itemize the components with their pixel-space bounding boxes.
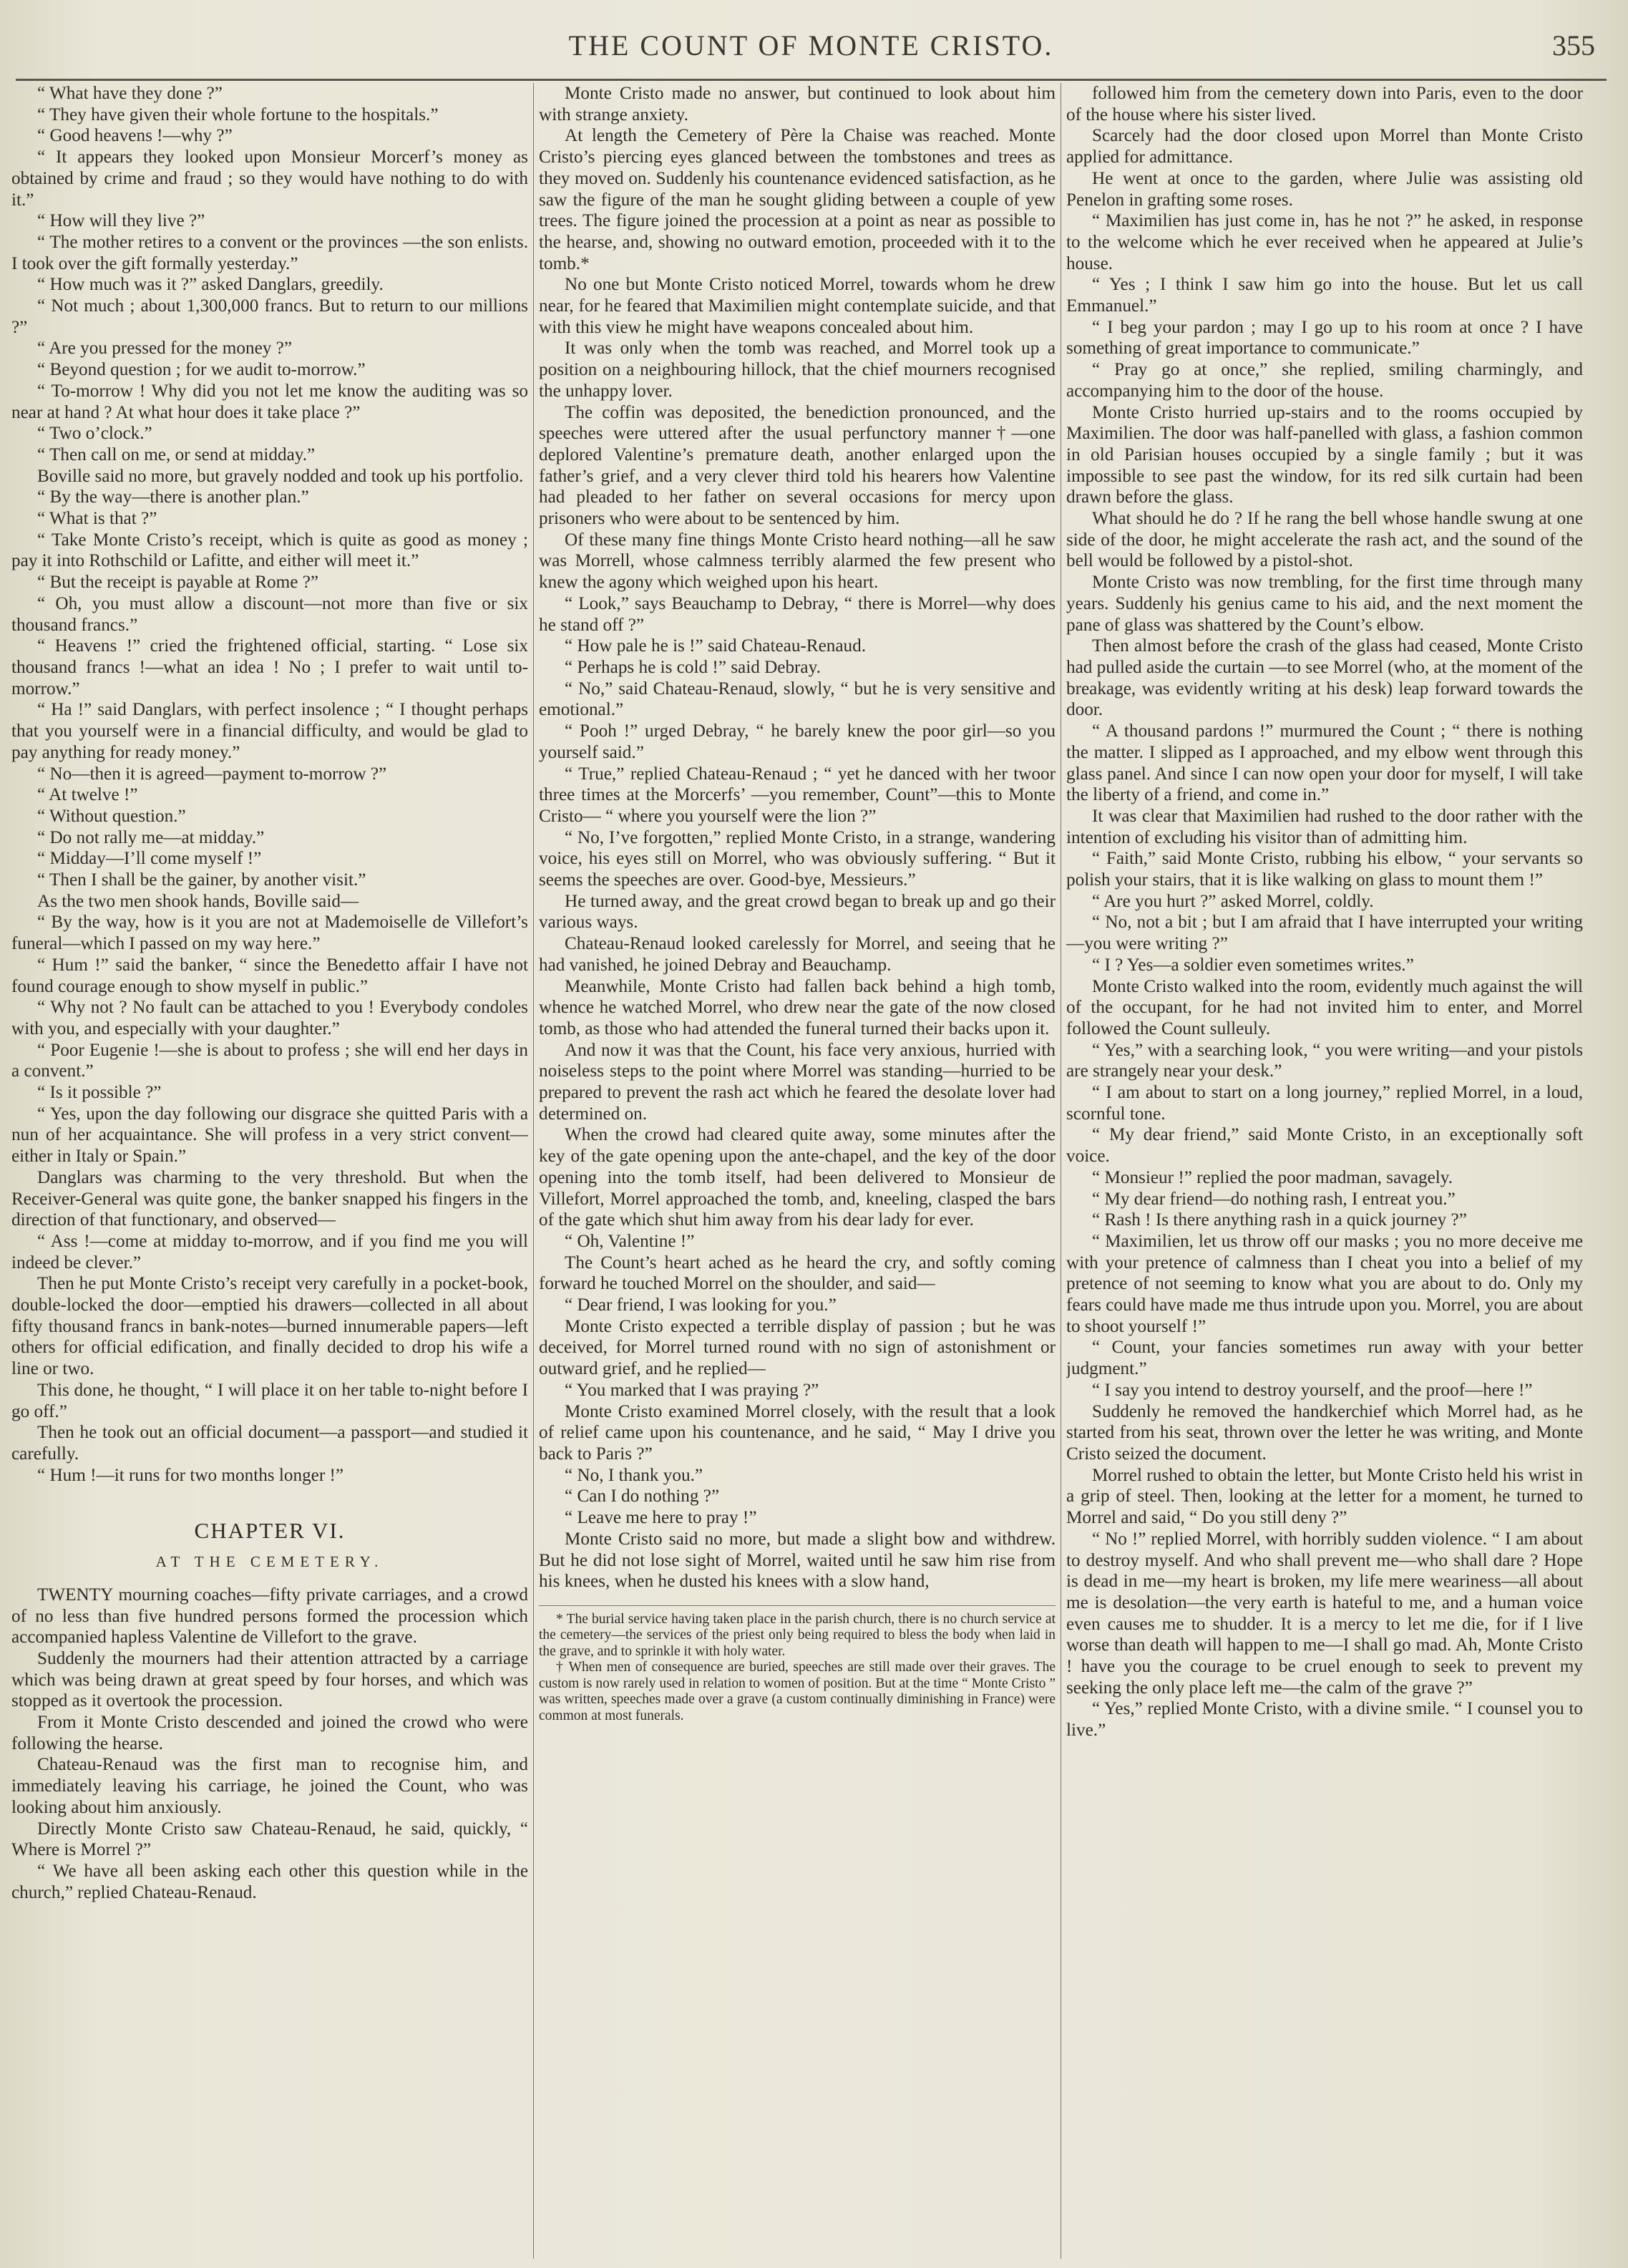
chapter-text: [11, 1585, 528, 1904]
paragraph: “ Rash ! Is there anything rash in a quick journey ?”: [1092, 1210, 1467, 1230]
paragraph: “ Do not rally me—at midday.”: [37, 827, 265, 847]
paragraph: “ Are you pressed for the money ?”: [37, 339, 292, 359]
paragraph: “ I beg your pardon ; may I go up to his room at once ? I have something of great importance to communicate.”: [1066, 317, 1583, 359]
paragraph: “ By the way, how is it you are not at Mademoiselle de Villefort’s funeral—which I passed on my way here.”: [11, 912, 528, 954]
column-2-text: [539, 83, 1056, 1592]
paragraph: “ Beyond question ; for we audit to-morrow.”: [37, 360, 366, 380]
column-1-text: [11, 83, 528, 1486]
paragraph: Monte Cristo hurried up-stairs and to the rooms occupied by Maximilien. The door was half-panelled with glass, a fashion common in old Parisian houses occupied by a single family ; but it was impossible to see past the window, for its red silk curtain had been drawn before the glass.: [1066, 402, 1583, 507]
chapter-title: CHAPTER VI.: [194, 1518, 346, 1544]
paragraph: Monte Cristo examined Morrel closely, with the result that a look of relief came upon his countenance, and he said, “ May I drive you back to Paris ?”: [539, 1401, 1056, 1464]
paragraph: “ How pale he is !” said Chateau-Renaud.: [565, 636, 867, 656]
paragraph: “ I say you intend to destroy yourself, and the proof—here !”: [1092, 1380, 1533, 1400]
paragraph: Then almost before the crash of the glass had ceased, Monte Cristo had pulled aside the curtain —to see Morrel (who, at the moment of the breakage, was evidently writing at his desk) leap forward towards the door.: [1066, 636, 1583, 720]
paragraph: “ Heavens !” cried the frightened official, starting. “ Lose six thousand francs !—what an idea ! No ; I prefer to wait until to-morrow.”: [11, 636, 528, 699]
paragraph: Monte Cristo expected a terrible display of passion ; but he was deceived, for Morrel turned round with no sign of astonishment or outward grief, and he replied—: [539, 1316, 1056, 1379]
paragraph: “ Look,” says Beauchamp to Debray, “ there is Morrel—why does he stand off ?”: [539, 593, 1056, 635]
paragraph: “ Dear friend, I was looking for you.”: [565, 1295, 837, 1315]
paragraph: The Count’s heart ached as he heard the cry, and softly coming forward he touched Morrel on the shoulder, and said—: [539, 1252, 1056, 1294]
paragraph: “ You marked that I was praying ?”: [565, 1380, 819, 1400]
paragraph: “ Maximilien, let us throw off our masks ; you no more deceive me with your pretence of calmness than I cheat you into a belief of my pretence of not seeming to know what you are about to do. Only my fears could have made me thus intrude upon you. Morrel, you are about to shoot yourself !”: [1066, 1231, 1583, 1336]
paragraph: “ Count, your fancies sometimes run away with your better judgment.”: [1066, 1338, 1583, 1379]
paragraph: Monte Cristo walked into the room, evidently much against the will of the occupant, for he had not invited him to enter, and Morrel followed the Count sulleuly.: [1066, 976, 1583, 1038]
paragraph: Of these many fine things Monte Cristo heard nothing—all he saw was Morrell, whose calmness terribly alarmed the few present who knew the agony which weighed upon his heart.: [539, 530, 1056, 593]
paragraph: “ No—then it is agreed—payment to-morrow ?”: [37, 764, 387, 784]
paragraph: “ It appears they looked upon Monsieur Morcerf’s money as obtained by crime and fraud ; so they would have nothing to do with it.”: [11, 147, 528, 210]
paragraph: And now it was that the Count, his face very anxious, hurried with noiseless steps to the point where Morrel was standing—hurried to be prepared to prevent the rash act which he feared the desolate lover had determined on.: [539, 1040, 1056, 1124]
paragraph: As the two men shook hands, Boville said—: [37, 891, 359, 911]
paragraph: Suddenly the mourners had their attention attracted by a carriage which was being drawn at great speed by four horses, and which was stopped as it overtook the procession.: [11, 1648, 528, 1711]
column-rule: [533, 83, 534, 2259]
paragraph: “ What have they done ?”: [37, 84, 223, 103]
paragraph: “ Without question.”: [37, 806, 186, 826]
paragraph: “ No, I’ve forgotten,” replied Monte Cristo, in a strange, wandering voice, his eyes still on Morrel, who was obviously suffering. “ But it seems the speeches are over. Good-bye, Messieurs.”: [539, 827, 1056, 890]
paragraph: “ Leave me here to pray !”: [565, 1508, 757, 1528]
paragraph: “ No, not a bit ; but I am afraid that I have interrupted your writing—you were writing ?”: [1066, 912, 1583, 954]
paragraph: “ I ? Yes—a soldier even sometimes writes.”: [1092, 955, 1414, 975]
paragraph: He went at once to the garden, where Julie was assisting old Penelon in grafting some roses.: [1066, 168, 1583, 210]
paragraph: “ Oh, you must allow a discount—not more than five or six thousand francs.”: [11, 593, 528, 635]
paragraph: “ Are you hurt ?” asked Morrel, coldly.: [1092, 891, 1374, 911]
paragraph: “ No, I thank you.”: [565, 1465, 703, 1485]
footnote: * The burial service having taken place in the parish church, there is no church service at the cemetery—the services of the priest only being required to bless the body when laid in the grave, and to sprinkle it with holy water.: [539, 1611, 1056, 1659]
column-2: [539, 83, 1056, 2259]
paragraph: “ No !” replied Morrel, with horribly sudden violence. “ I am about to destroy myself. And who shall prevent me—who shall dare ? Hope is dead in me—my heart is broken, my life mere weariness—all about me is desolation—the very earth is hateful to me, and a human voice even causes me to shudder. It is a mercy to let me die, for if I live worse than death will happen to me—I shall go mad. Ah, Monte Cristo ! have you the courage to be cruel enough to seek to prevent my seeking the only place left me—the calm of the grave ?”: [1066, 1529, 1583, 1698]
paragraph: “ Oh, Valentine !”: [565, 1231, 695, 1251]
paragraph: “ Can I do nothing ?”: [565, 1486, 720, 1507]
paragraph: “ Yes ; I think I saw him go into the house. But let us call Emmanuel.”: [1066, 275, 1583, 316]
column-3: [1066, 83, 1583, 2259]
paragraph: “ Perhaps he is cold !” said Debray.: [565, 657, 821, 677]
paragraph: “ Not much ; about 1,300,000 francs. But to return to our millions ?”: [11, 296, 528, 337]
paragraph: “ Why not ? No fault can be attached to you ! Everybody condoles with you, and especially with your daughter.”: [11, 998, 528, 1038]
paragraph: What should he do ? If he rang the bell whose handle swung at one side of the door, he might accelerate the rash act, and the sound of the bell would be followed by a pistol-shot.: [1066, 509, 1583, 571]
paragraph: “ Then I shall be the gainer, by another visit.”: [37, 870, 366, 890]
paragraph: “ Two o’clock.”: [37, 424, 152, 444]
paragraph: “ I am about to start on a long journey,” replied Morrel, in a loud, scornful tone.: [1066, 1083, 1583, 1124]
paragraph: “ Maximilien has just come in, has he not ?” he asked, in response to the welcome which he ever received when he appeared at Julie’s house.: [1066, 211, 1583, 273]
paragraph: Chateau-Renaud looked carelessly for Morrel, and seeing that he had vanished, he joined Debray and Beauchamp.: [539, 934, 1056, 975]
paragraph: “ Pooh !” urged Debray, “ he barely knew the poor girl—so you yourself said.”: [539, 721, 1056, 762]
paragraph: “ Hum !” said the banker, “ since the Benedetto affair I have not found courage enough to show myself in public.”: [11, 955, 528, 996]
paragraph: “ No,” said Chateau-Renaud, slowly, “ but he is very sensitive and emotional.”: [539, 678, 1056, 720]
footnotes: [539, 1605, 1056, 1725]
paragraph: “ How much was it ?” asked Danglars, greedily.: [37, 275, 384, 295]
paragraph: Directly Monte Cristo saw Chateau-Renaud, he said, quickly, “ Where is Morrel ?”: [11, 1819, 528, 1860]
footnote: † When men of consequence are buried, speeches are still made over their graves. The custom is now rarely used in relation to women of position. But at the time “ Monte Cristo ” was written, speeches made over a grave (a custom continually diminishing in France) were common at most funerals.: [539, 1660, 1056, 1723]
paragraph: This done, he thought, “ I will place it on her table to-night before I go off.”: [11, 1380, 528, 1421]
paragraph: “ Yes, upon the day following our disgrace she quitted Paris with a nun of her acquaintance. She will profess in a very strict convent—either in Italy or Spain.”: [11, 1104, 528, 1167]
paragraph: “ Midday—I’ll come myself !”: [37, 849, 262, 869]
paragraph: “ Pray go at once,” she replied, smiling charmingly, and accompanying him to the door of the house.: [1066, 360, 1583, 401]
paragraph: “ Take Monte Cristo’s receipt, which is quite as good as money ; pay it into Rothschild or Lafitte, and either will meet it.”: [11, 530, 528, 571]
paragraph: “ Is it possible ?”: [37, 1083, 162, 1103]
paragraph: Chateau-Renaud was the first man to recognise him, and immediately leaving his carriage, he joined the Count, who was looking about him anxiously.: [11, 1755, 528, 1817]
paragraph: “ Poor Eugenie !—she is about to profess ; she will end her days in a convent.”: [11, 1040, 528, 1081]
paragraph: No one but Monte Cristo noticed Morrel, towards whom he drew near, for he feared that Maximilien might contemplate suicide, and that with this view he might have weapons concealed about him.: [539, 275, 1056, 337]
paragraph: Morrel rushed to obtain the letter, but Monte Cristo held his wrist in a grip of steel. Then, looking at the letter for a moment, he turned to Morrel and said, “ Do you still deny ?”: [1066, 1465, 1583, 1528]
paragraph: “ But the receipt is payable at Rome ?”: [37, 573, 319, 593]
paragraph: Boville said no more, but gravely nodded and took up his portfolio.: [37, 466, 524, 486]
paragraph: “ Ha !” said Danglars, with perfect insolence ; “ I thought perhaps that you yourself were in a financial difficulty, and would be glad to pay anything for ready money.”: [11, 700, 528, 762]
page-header: [16, 10, 1607, 81]
paragraph: He turned away, and the great crowd began to break up and go their various ways.: [539, 891, 1056, 933]
paragraph: TWENTY mourning coaches—fifty private carriages, and a crowd of no less than five hundred persons formed the procession which accompanied hapless Valentine de Villefort to the grave.: [11, 1585, 528, 1648]
column-1: [11, 83, 528, 2259]
paragraph: Then he took out an official document—a passport—and studied it carefully.: [11, 1423, 528, 1464]
running-title: THE COUNT OF MONTE CRISTO.: [568, 29, 1054, 62]
page-number: 355: [1552, 29, 1595, 62]
paragraph: “ Yes,” with a searching look, “ you were writing—and your pistols are strangely near your desk.”: [1066, 1040, 1583, 1081]
paragraph: “ What is that ?”: [37, 509, 157, 529]
paragraph: “ Hum !—it runs for two months longer !”: [37, 1465, 344, 1485]
paragraph: Suddenly he removed the handkerchief which Morrel had, as he started from his seat, thrown over the letter he was writing, and Monte Cristo seized the document.: [1066, 1401, 1583, 1464]
paragraph: When the crowd had cleared quite away, some minutes after the key of the gate opening upon the ante-chapel, and the key of the door opening into the tomb itself, had been delivered to Monsieur de Villefort, Morrel approached the tomb, and, kneeling, clasped the bars of the gate which shut him away from his dear lady for ever.: [539, 1125, 1056, 1230]
paragraph: At length the Cemetery of Père la Chaise was reached. Monte Cristo’s piercing eyes glanced between the tombstones and trees as they moved on. Suddenly his countenance evidenced satisfaction, as he saw the figure of the man he sought gliding between a couple of yew trees. The figure joined the procession at a point as near as possible to the hearse, and, showing no outward emotion, proceeded with it to the tomb.*: [539, 126, 1056, 273]
paragraph: “ How will they live ?”: [37, 211, 205, 231]
paragraph: From it Monte Cristo descended and joined the crowd who were following the hearse.: [11, 1713, 528, 1753]
paragraph: Then he put Monte Cristo’s receipt very carefully in a pocket-book, double-locked the door—emptied his drawers—collected in all about fifty thousand francs in bank-notes—burned innumerable papers—left others for official edification, and finally decided to drop his wife a line or two.: [11, 1274, 528, 1379]
paragraph: “ A thousand pardons !” murmured the Count ; “ there is nothing the matter. I slipped as I approached, and my elbow went through this glass panel. And since I can now open your door for myself, I will take the liberty of a friend, and come in.”: [1066, 721, 1583, 805]
paragraph: “ True,” replied Chateau-Renaud ; “ yet he danced with her twoor three times at the Morcerfs’ —you remember, Count”—this to Monte Cristo— “ where you yourself were the lion ?”: [539, 764, 1056, 826]
paragraph: “ Yes,” replied Monte Cristo, with a divine smile. “ I counsel you to live.”: [1066, 1699, 1583, 1741]
paragraph: It was only when the tomb was reached, and Morrel took up a position on a neighbouring hillock, that the chief mourners recognised the unhappy lover.: [539, 339, 1056, 401]
paragraph: “ By the way—there is another plan.”: [37, 487, 309, 507]
paragraph: Monte Cristo was now trembling, for the first time through many years. Suddenly his genius came to his aid, and the next moment the pane of glass was shattered by the Count’s elbow.: [1066, 573, 1583, 635]
paragraph: Monte Cristo said no more, but made a slight bow and withdrew. But he did not lose sight of Morrel, waited until he saw him rise from his knees, when he dusted his knees with a slow hand,: [539, 1529, 1056, 1592]
paragraph: “ We have all been asking each other this question while in the church,” replied Chateau-Renaud.: [11, 1861, 528, 1902]
paragraph: Scarcely had the door closed upon Morrel than Monte Cristo applied for admittance.: [1066, 126, 1583, 167]
paragraph: “ At twelve !”: [37, 785, 138, 805]
paragraph: “ The mother retires to a convent or the provinces —the son enlists. I took over the gift formally yesterday.”: [11, 232, 528, 273]
column-3-text: [1066, 83, 1583, 1741]
paragraph: “ My dear friend—do nothing rash, I entreat you.”: [1092, 1189, 1456, 1209]
paragraph: “ To-morrow ! Why did you not let me know the auditing was so near at hand ? At what hour does it take place ?”: [11, 381, 528, 422]
paragraph: “ Monsieur !” replied the poor madman, savagely.: [1092, 1167, 1453, 1187]
paragraph: Meanwhile, Monte Cristo had fallen back behind a high tomb, whence he watched Morrel, who drew near the gate of the now closed tomb, as those who had attended the funeral turned their backs upon it.: [539, 976, 1056, 1038]
paragraph: “ Ass !—come at midday to-morrow, and if you find me you will indeed be clever.”: [11, 1231, 528, 1272]
paragraph: It was clear that Maximilien had rushed to the door rather with the intention of excluding his visitor than of admitting him.: [1066, 806, 1583, 847]
chapter-subtitle: AT THE CEMETERY.: [155, 1553, 384, 1571]
paragraph: Monte Cristo made no answer, but continued to look about him with strange anxiety.: [539, 84, 1056, 125]
paragraph: “ Then call on me, or send at midday.”: [37, 444, 316, 464]
paragraph: “ They have given their whole fortune to the hospitals.”: [37, 104, 439, 125]
paragraph: followed him from the cemetery down into Paris, even to the door of the house where his sister lived.: [1066, 84, 1583, 125]
paragraph: Danglars was charming to the very threshold. But when the Receiver-General was quite gone, the banker snapped his fingers in the direction of that functionary, and observed—: [11, 1167, 528, 1230]
paragraph: The coffin was deposited, the benediction pronounced, and the speeches were uttered after the usual perfunctory manner†—one deplored Valentine’s premature death, another enlarged upon the father’s grief, and a very clever third told his hearers how Valentine had pleaded to her father on several occasions for mercy upon prisoners who were about to be sentenced by him.: [539, 402, 1056, 529]
paragraph: “ My dear friend,” said Monte Cristo, in an exceptionally soft voice.: [1066, 1125, 1583, 1167]
paragraph: “ Faith,” said Monte Cristo, rubbing his elbow, “ your servants so polish your stairs, that it is like walking on glass to mount them !”: [1066, 849, 1583, 890]
paragraph: “ Good heavens !—why ?”: [37, 126, 233, 146]
